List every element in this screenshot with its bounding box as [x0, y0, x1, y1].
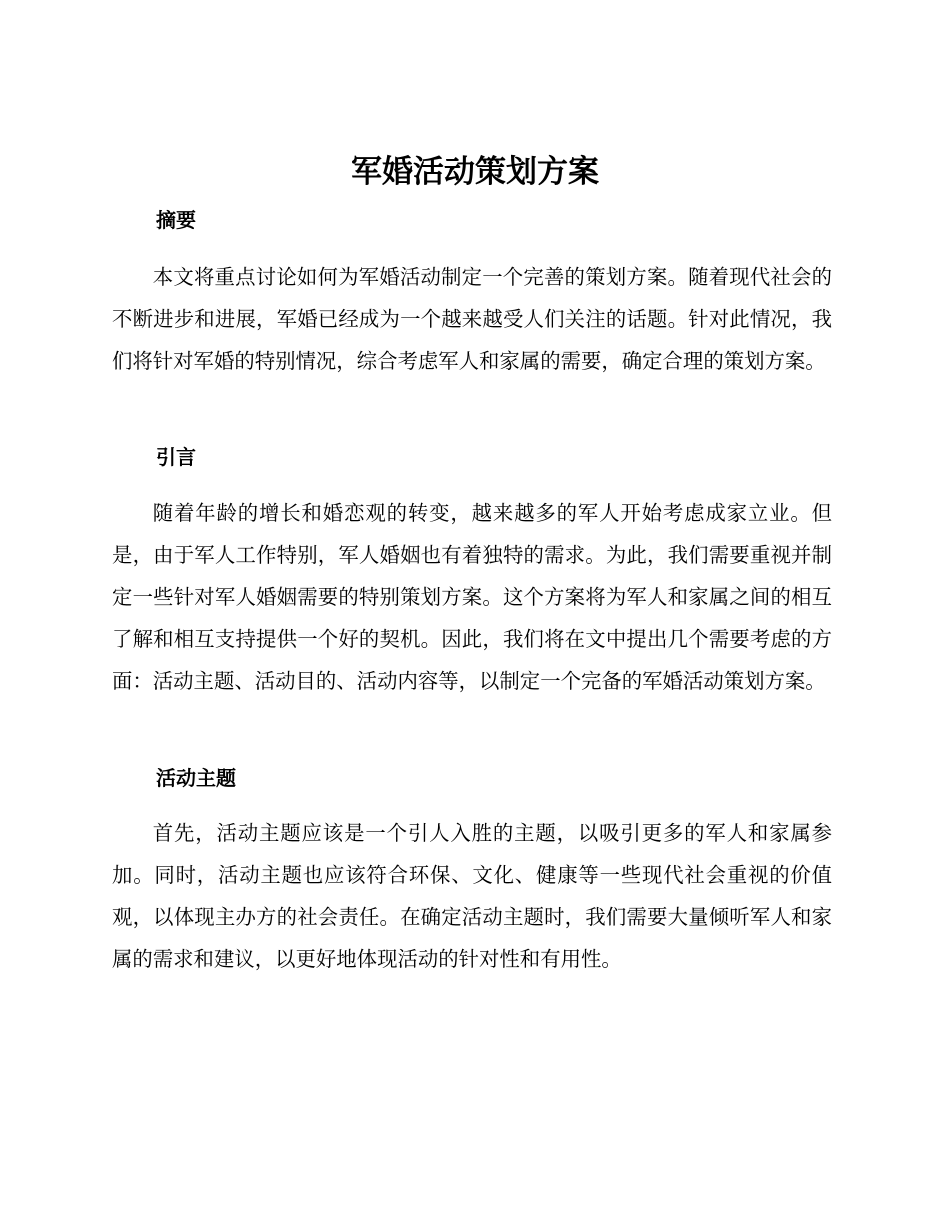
section-body-introduction: 随着年龄的增长和婚恋观的转变，越来越多的军人开始考虑成家立业。但是，由于军人工作特别，军人婚姻也有着独特的需求。为此，我们需要重视并制定一些针对军人婚姻需要的特别策划方案。这个方案将为军人和家属之间的相互了解和相互支持提供一个好的契机。因此，我们将在文中提出几个需要考虑的方面：活动主题、活动目的、活动内容等，以制定一个完备的军婚活动策划方案。: [112, 501, 832, 693]
section-heading-activity-theme: 活动主题: [156, 766, 236, 790]
section-heading-abstract: 摘要: [156, 208, 196, 232]
section-body-activity-theme: 首先，活动主题应该是一个引人入胜的主题，以吸引更多的军人和家属参加。同时，活动主题也应该符合环保、文化、健康等一些现代社会重视的价值观，以体现主办方的社会责任。在确定活动主题时，我们需要大量倾听军人和家属的需求和建议，以更好地体现活动的针对性和有用性。: [112, 821, 832, 971]
section-heading-introduction: 引言: [156, 445, 196, 469]
section-body-abstract: 本文将重点讨论如何为军婚活动制定一个完善的策划方案。随着现代社会的不断进步和进展，军婚已经成为一个越来越受人们关注的话题。针对此情况，我们将针对军婚的特别情况，综合考虑军人和家属的需要，确定合理的策划方案。: [112, 265, 832, 373]
document-title: 军婚活动策划方案: [351, 154, 599, 190]
